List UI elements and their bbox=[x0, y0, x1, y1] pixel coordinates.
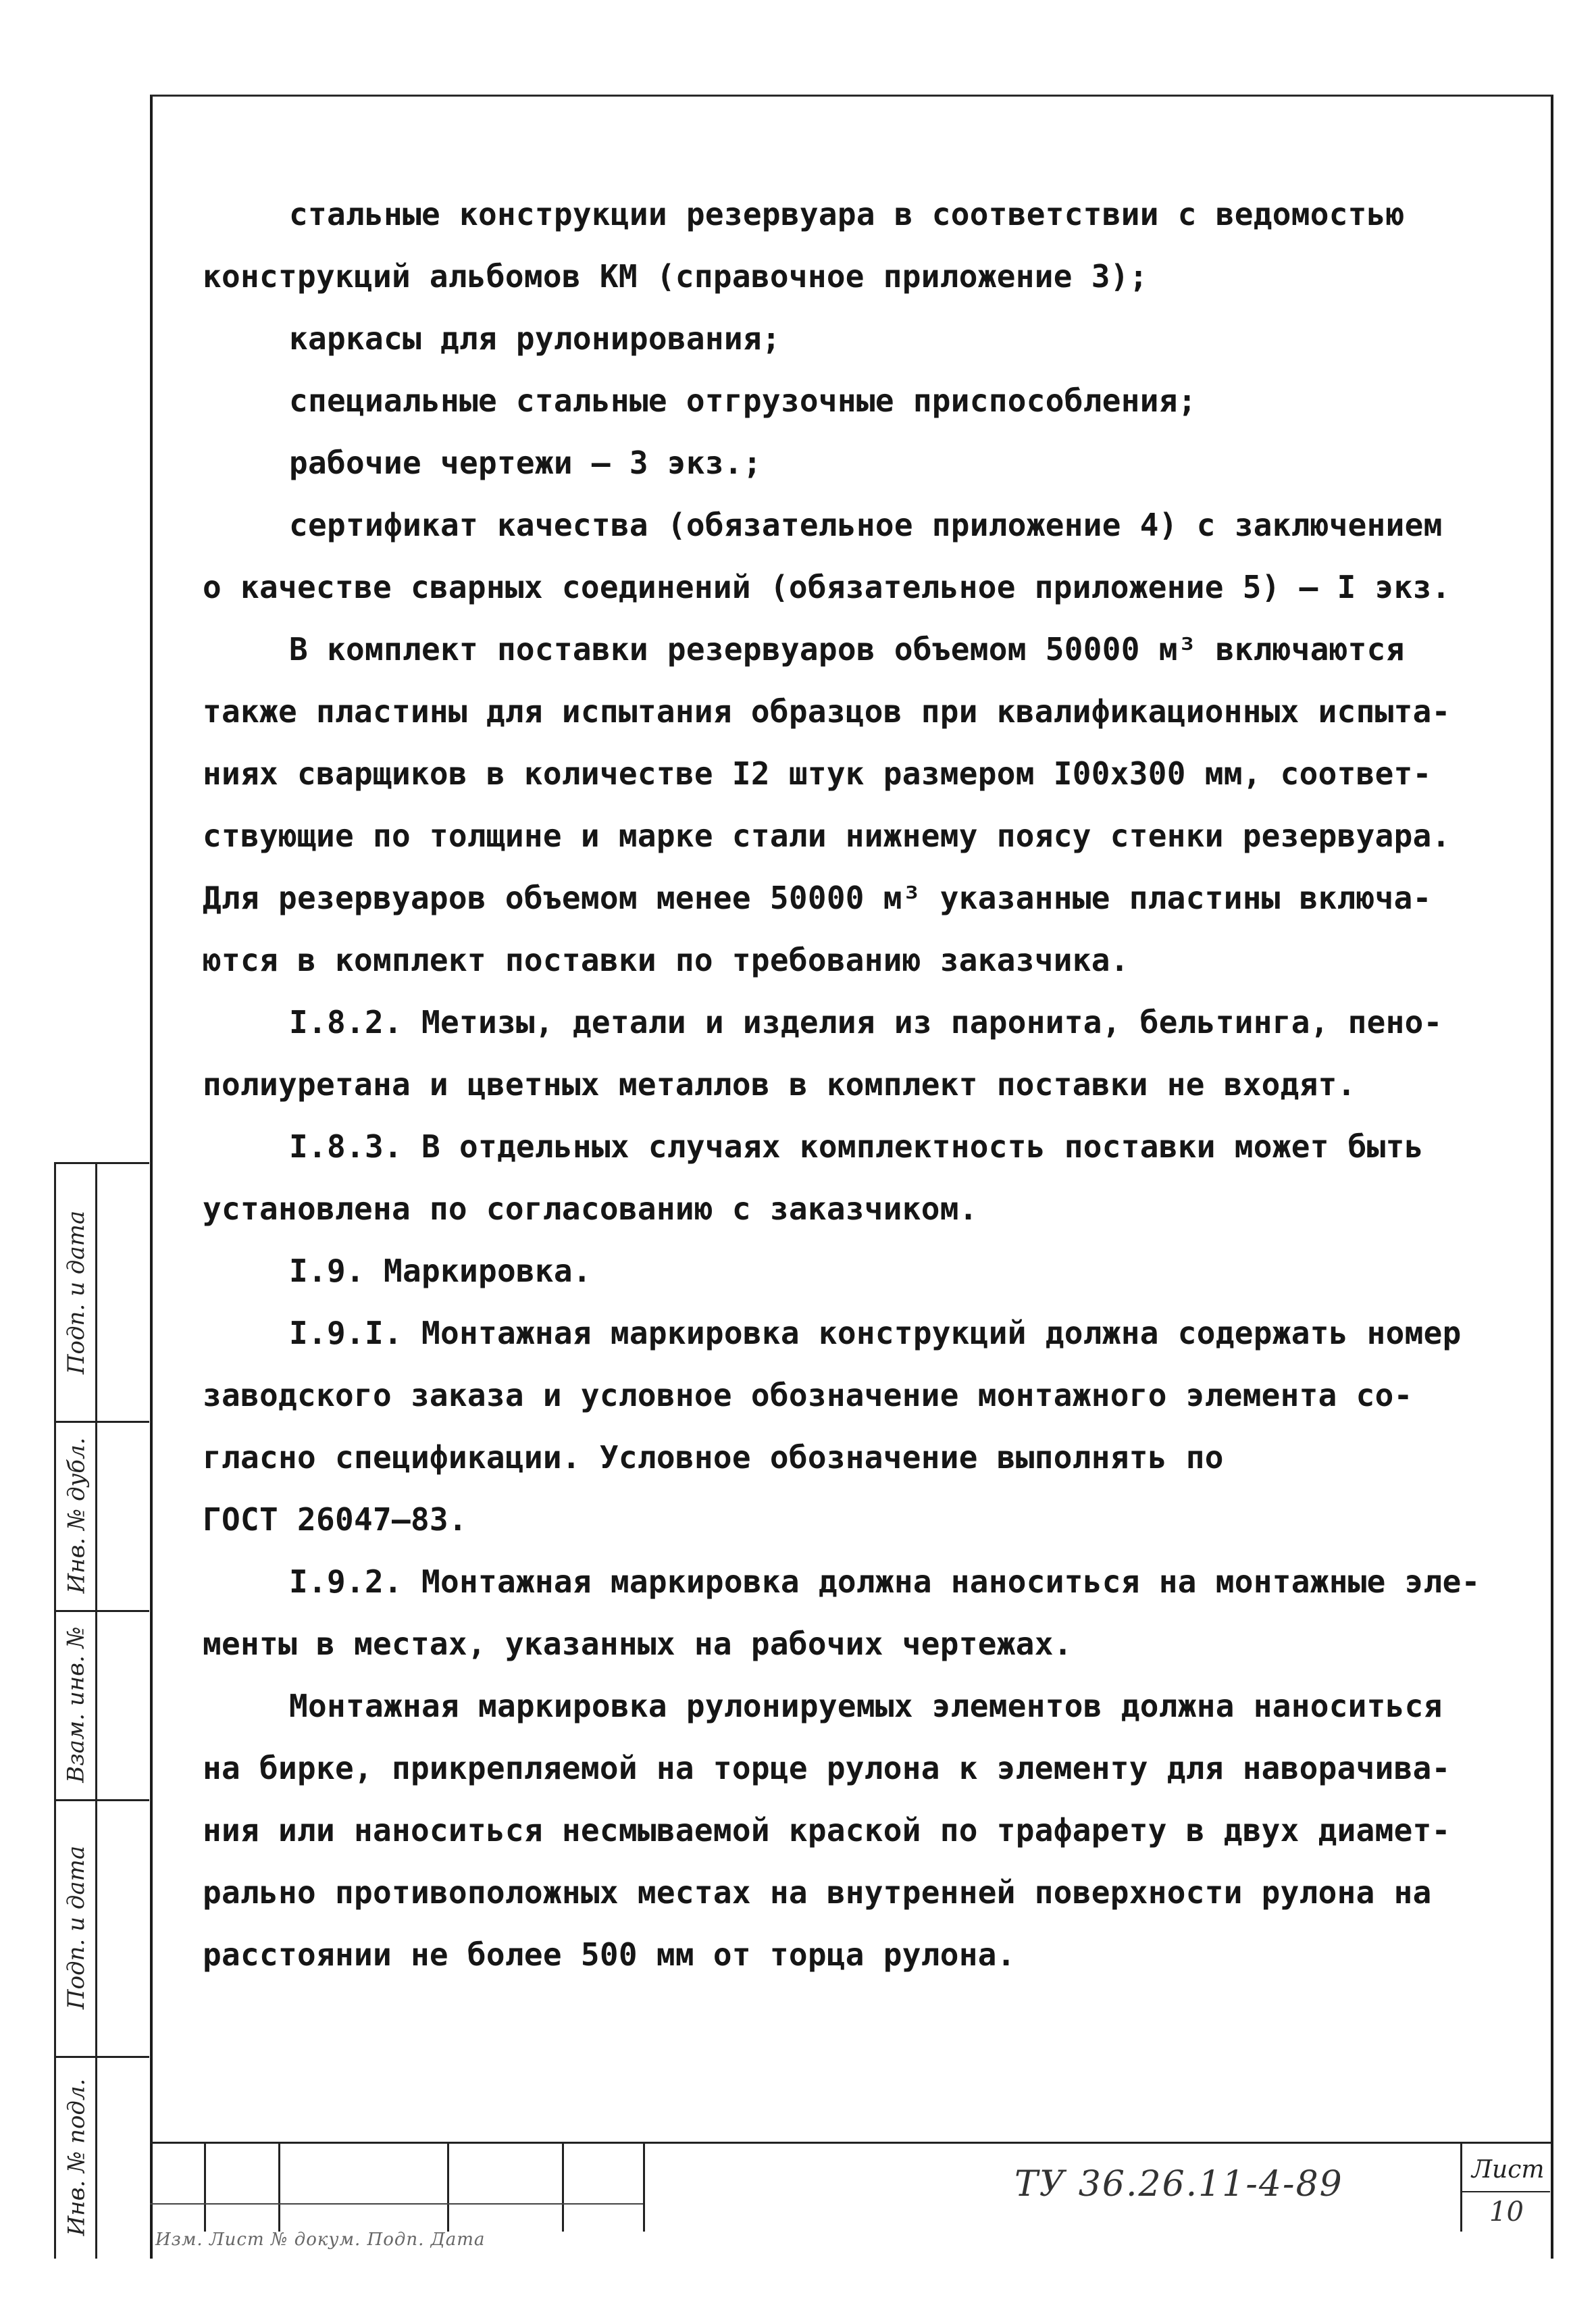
sheet-divider bbox=[1462, 2191, 1550, 2192]
side-label: Взам. инв. № bbox=[63, 1626, 91, 1783]
stamp-divider bbox=[278, 2144, 280, 2232]
section-heading: I.9. Маркировка. bbox=[289, 1253, 592, 1289]
side-label: Подп. и дата bbox=[63, 1845, 90, 2010]
stamp-divider bbox=[643, 2144, 645, 2232]
text-line: конструкций альбомов КМ (справочное приложение 3); bbox=[203, 258, 1148, 295]
stamp-divider bbox=[150, 2203, 643, 2205]
side-cell-sign-date-2 bbox=[56, 1799, 149, 2058]
text-line: гласно спецификации. Условное обозначение выполнять по bbox=[203, 1439, 1224, 1476]
stamp-divider bbox=[204, 2144, 206, 2232]
sheet-label: Лист bbox=[1472, 2156, 1545, 2184]
text-line: ниях сварщиков в количестве I2 штук размером I00х300 мм, соответ- bbox=[203, 755, 1432, 792]
text-line: рабочие чертежи – 3 экз.; bbox=[289, 445, 762, 481]
text-line: ются в комплект поставки по требованию заказчика. bbox=[203, 942, 1129, 978]
text-line: также пластины для испытания образцов при квалификационных испыта- bbox=[203, 693, 1451, 730]
text-line: расстоянии не более 500 мм от торца рулона. bbox=[203, 1936, 1016, 1973]
stamp-caption: Изм. Лист № докум. Подп. Дата bbox=[155, 2230, 486, 2250]
sheet-box bbox=[1460, 2144, 1550, 2232]
title-block bbox=[150, 2142, 1551, 2232]
text-line: ГОСТ 26047–83. bbox=[203, 1501, 467, 1538]
text-line: I.8.2. Метизы, детали и изделия из паронита, бельтинга, пено- bbox=[289, 1004, 1443, 1040]
side-cell-replace-inv bbox=[56, 1610, 149, 1801]
text-line: I.9.2. Монтажная маркировка должна наноситься на монтажные эле- bbox=[289, 1563, 1481, 1600]
text-line: ния или наноситься несмываемой краской по трафарету в двух диамет- bbox=[203, 1812, 1451, 1848]
text-line: рально противоположных местах на внутренней поверхности рулона на bbox=[203, 1874, 1432, 1911]
text-line: о качестве сварных соединений (обязательное приложение 5) – I экз. bbox=[203, 569, 1451, 605]
side-label: Инв. № дубл. bbox=[63, 1437, 91, 1594]
stamp-divider bbox=[562, 2144, 564, 2232]
document-code: ТУ 36.26.11-4-89 bbox=[1014, 2164, 1343, 2205]
text-line: I.8.3. В отдельных случаях комплектность поставки может быть bbox=[289, 1128, 1424, 1165]
side-stamp bbox=[54, 1162, 149, 2259]
side-cell-dup-inv bbox=[56, 1421, 149, 1612]
side-label: Инв. № подл. bbox=[63, 2078, 90, 2236]
text-line: полиуретана и цветных металлов в комплект поставки не входят. bbox=[203, 1066, 1356, 1103]
sheet-number: 10 bbox=[1489, 2196, 1524, 2228]
text-line: заводского заказа и условное обозначение монтажного элемента со- bbox=[203, 1377, 1413, 1413]
text-line: В комплект поставки резервуаров объемом 50000 м³ включаются bbox=[289, 631, 1405, 668]
text-line: Для резервуаров объемом менее 50000 м³ указанные пластины включа- bbox=[203, 880, 1432, 916]
text-line: сертификат качества (обязательное приложение 4) с заключением bbox=[289, 507, 1443, 543]
text-line: каркасы для рулонирования; bbox=[289, 320, 781, 357]
text-line: менты в местах, указанных на рабочих чертежах. bbox=[203, 1626, 1073, 1662]
text-line: I.9.I. Монтажная маркировка конструкций должна содержать номер bbox=[289, 1315, 1462, 1351]
text-line: ствующие по толщине и марке стали нижнему поясу стенки резервуара. bbox=[203, 818, 1451, 854]
side-cell-sign-date bbox=[56, 1164, 149, 1423]
stamp-divider bbox=[447, 2144, 449, 2232]
side-label: Подп. и дата bbox=[63, 1210, 90, 1375]
text-line: стальные конструкции резервуара в соответствии с ведомостью bbox=[289, 196, 1405, 232]
text-line: установлена по согласованию с заказчиком. bbox=[203, 1190, 978, 1227]
text-line: специальные стальные отгрузочные приспособления; bbox=[289, 382, 1197, 419]
text-line: на бирке, прикрепляемой на торце рулона к элементу для наворачива- bbox=[203, 1750, 1451, 1786]
page-frame bbox=[150, 95, 1553, 2259]
text-line: Монтажная маркировка рулонируемых элементов должна наноситься bbox=[289, 1688, 1443, 1724]
side-cell-orig-inv bbox=[56, 2056, 149, 2259]
